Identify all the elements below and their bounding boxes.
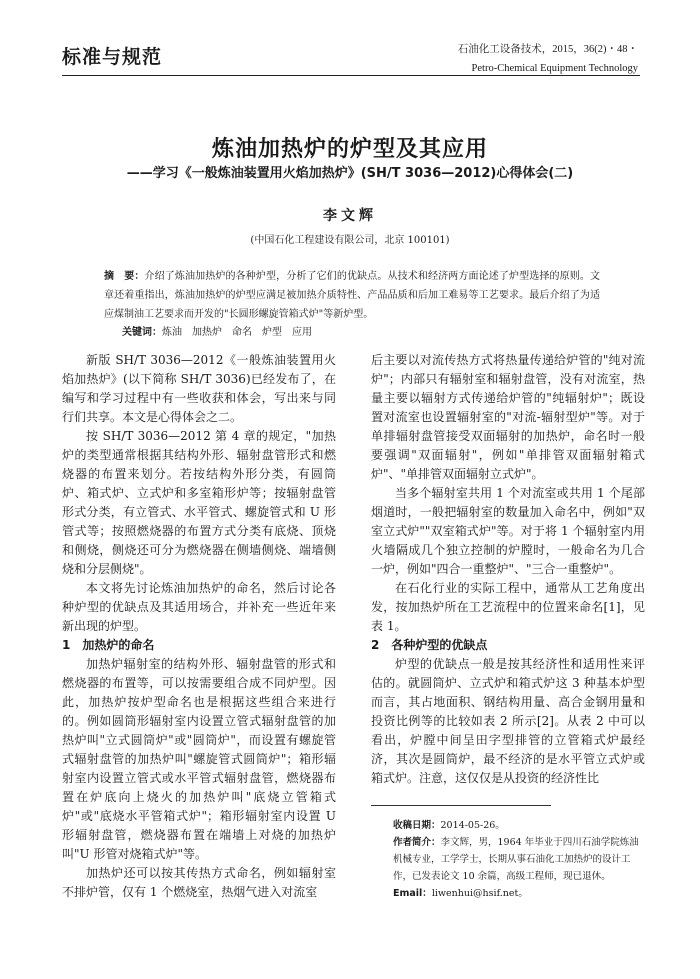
keywords-label: 关键词：	[122, 327, 162, 338]
paragraph: 当多个辐射室共用 1 个对流室或共用 1 个尾部烟道时，一般把辐射室的数量加入命名中，例如"双室立式炉""双室箱式炉"等。对于将 1 个辐射室内用火墙隔成几个独立控制的炉膛时，一般命名为几合一炉，例如"四合一重整炉"、"三合一重整炉"。	[371, 486, 645, 576]
paragraph: 加热炉辐射室的结构外形、辐射盘管的形式和燃烧器的布置等，可以按需要组合成不同炉型。因此，加热炉按炉型命名也是根据这些组合来进行的。例如圆筒形辐射室内设置立管式辐射盘管的加热炉叫"立式圆筒炉"或"圆筒炉"，而设置有螺旋管式辐射盘管的加热炉叫"螺旋管式圆筒炉"；箱形辐射室内设置立管式或水平管式辐射盘管，燃烧器布置在炉底向上烧火的加热炉叫"底烧立管箱式炉"或"底烧水平管箱式炉"；箱形辐射室内设置 U 形辐射盘管，燃烧器布置在端墙上对烧的加热炉叫"U 形管对烧箱式炉"等。	[62, 657, 336, 861]
keywords-text: 炼油 加热炉 命名 炉型 应用	[162, 327, 312, 338]
email-label: Email：	[393, 888, 432, 899]
author-name: 李文辉	[323, 208, 377, 224]
journal-info	[458, 40, 638, 78]
section-heading-1: 1 加热炉的命名	[62, 638, 155, 652]
paragraph: 炉型的优缺点一般是按其经济性和适用性来评估的。就圆筒炉、立式炉和箱式炉这 3 种基本炉型而言，其占地面积、钢结构用量、高合金钢用量和投资比例等的比较如表 2 所示[2]。从表 2 中可以看出，炉膛中间呈田字型排管的立管箱式炉最经济，其次是圆筒炉，最不经济的是水平管立式炉或箱式炉。注意，这仅仅是从投资的经济性比	[371, 657, 645, 785]
header-rule	[62, 75, 640, 76]
right-column	[371, 351, 645, 788]
paragraph: 本文将先讨论炼油加热炉的命名，然后讨论各种炉型的优缺点及其适用场合，并补充一些近年来新出现的炉型。	[62, 581, 336, 633]
abstract-text: 介绍了炼油加热炉的各种炉型，分析了它们的优缺点。从技术和经济两方面论述了炉型选择的原则。文章还着重指出，炼油加热炉的炉型应满足被加热介质特性、产品品质和后加工难易等工艺要求。最后介绍了为适应煤制油工艺要求而开发的"长圆形螺旋管箱式炉"等新炉型。	[104, 271, 600, 320]
left-column	[62, 351, 336, 902]
journal-name-en: Petro-Chemical Equipment Technology	[471, 63, 638, 74]
section-heading-2: 2 各种炉型的优缺点	[371, 638, 488, 652]
footnote	[393, 817, 643, 902]
paragraph: 后主要以对流传热方式将热量传递给炉管的"纯对流炉"；内部只有辐射室和辐射盘管，没有对流室，热量主要以辐射方式传递给炉管的"纯辐射炉"；既设置对流室也设置辐射室的"对流-辐射型炉"等。对于单排辐射盘管接受双面辐射的加热炉，命名时一般要强调"双面辐射"，例如"单排管双面辐射箱式炉"、"单排管双面辐射立式炉"。	[371, 353, 645, 481]
bio-label: 作者简介：	[393, 837, 441, 848]
paragraph: 新版 SH/T 3036—2012《一般炼油装置用火焰加热炉》(以下简称 SH/T 3036)已经发布了，在编写和学习过程中有一些收获和体会，写出来与同行们共享。本文是心得体会之二。	[62, 353, 336, 424]
author-bio: 李文辉，男，1964 年毕业于四川石油学院炼油机械专业，工学学士，长期从事石油化工加热炉的设计工作，已发表论文 10 余篇，高级工程师，现已退休。	[393, 837, 639, 882]
author-affiliation: (中国石化工程建设有限公司，北京 100101)	[250, 235, 450, 246]
section-tag: 标准与规范	[62, 46, 163, 68]
author-email[interactable]: liwenhui@hsif.net。	[431, 888, 528, 899]
footnote-rule	[371, 805, 551, 806]
abstract	[104, 267, 600, 324]
paragraph: 在石化行业的实际工程中，通常从工艺角度出发，按加热炉所在工艺流程中的位置来命名[1]，见表 1。	[371, 581, 645, 633]
paragraph: 按 SH/T 3036—2012 第 4 章的规定，"加热炉的类型通常根据其结构外形、辐射盘管形式和燃烧器的布置来划分。若按结构外形分类，有圆筒炉、箱式炉、立式炉和多室箱形炉等；按辐射盘管形式分类，有立管式、水平管式、螺旋管式和 U 形管式等；按照燃烧器的布置方式分类有底烧、顶烧和侧烧，侧烧还可分为燃烧器在侧墙侧烧、端墙侧烧和分层侧烧"。	[62, 429, 336, 576]
abstract-label: 摘 要：	[104, 271, 145, 282]
article-subtitle: ——学习《一般炼油装置用火焰加热炉》(SH/T 3036—2012)心得体会(二)	[126, 166, 574, 181]
journal-citation: 石油化工设备技术，2015，36(2)・48・	[457, 44, 638, 55]
received-date: 2014-05-26。	[440, 820, 505, 831]
received-label: 收稿日期：	[393, 820, 441, 831]
article-title: 炼油加热炉的炉型及其应用	[211, 137, 488, 162]
paragraph: 加热炉还可以按其传热方式命名，例如辐射室不排炉管，仅有 1 个燃烧室，热烟气进入对流室	[62, 866, 336, 899]
keywords	[122, 323, 602, 338]
